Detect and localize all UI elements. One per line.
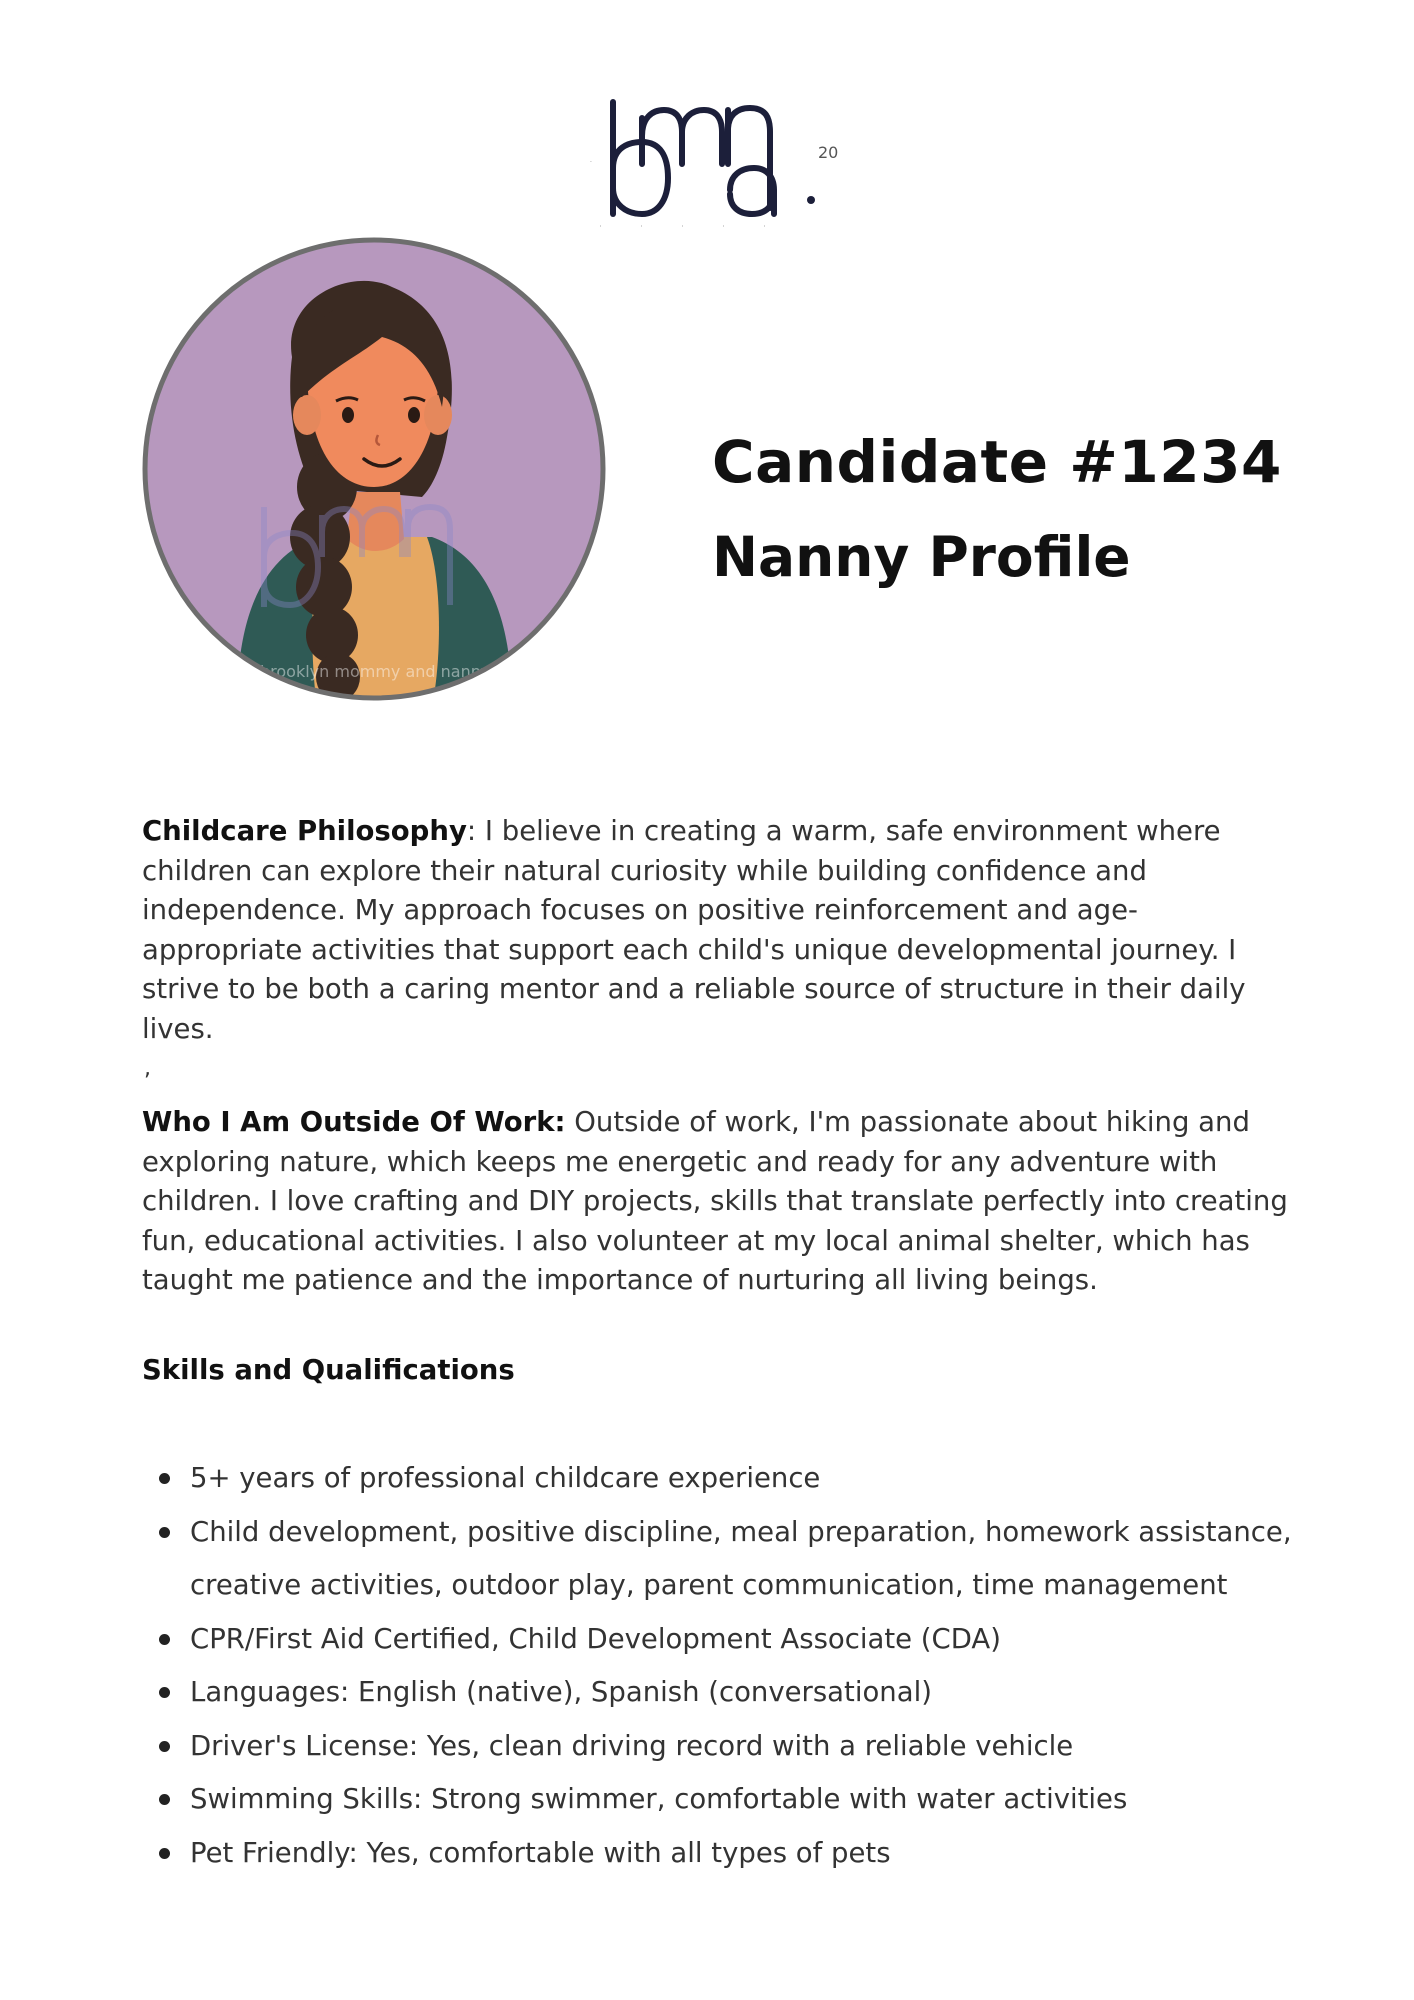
profile-content xyxy=(142,812,1292,1880)
philosophy-separator: : xyxy=(466,815,477,847)
outside-work-label: Who I Am Outside Of Work: xyxy=(142,1106,566,1138)
title-block xyxy=(712,428,1352,590)
stray-mark: , xyxy=(144,1056,151,1081)
list-item: Pet Friendly: Yes, comfortable with all types of pets xyxy=(142,1827,1292,1881)
avatar-watermark-text: brooklyn mommy and nanny xyxy=(260,662,491,681)
svg-text:20: 20 xyxy=(818,143,839,162)
list-item: Languages: English (native), Spanish (conversational) xyxy=(142,1666,1292,1720)
philosophy-paragraph xyxy=(142,812,1292,1049)
list-item: Swimming Skills: Strong swimmer, comfortable with water activities xyxy=(142,1773,1292,1827)
philosophy-text: I believe in creating a warm, safe environment where children can explore their natural curiosity while building confidence and independence. My approach focuses on positive reinforcement and age-appropriate activities that support each child's unique developmental journey. I strive to be both a caring mentor and a reliable source of structure in their daily lives. xyxy=(142,815,1246,1045)
list-item: CPR/First Aid Certified, Child Development Associate (CDA) xyxy=(142,1613,1292,1667)
candidate-title: Candidate #1234 xyxy=(712,428,1282,496)
list-item: Child development, positive discipline, meal preparation, homework assistance, creative activities, outdoor play, parent communication, time management xyxy=(142,1506,1292,1613)
skills-heading: Skills and Qualifications xyxy=(142,1353,515,1386)
skills-list xyxy=(142,1452,1292,1880)
svg-text:.: . xyxy=(590,157,592,164)
philosophy-label: Childcare Philosophy xyxy=(142,815,467,847)
outside-work-text: Outside of work, I'm passionate about hiking and exploring nature, which keeps me energetic and ready for any adventure with children. I love crafting and DIY projects, skills that translate perfectly into creating fun, educational activities. I also volunteer at my local animal shelter, which has taught me patience and the importance of nurturing all living beings. xyxy=(142,1106,1288,1296)
profile-subtitle: Nanny Profile xyxy=(712,524,1131,589)
list-item: 5+ years of professional childcare experience xyxy=(142,1452,1292,1506)
bma-logo xyxy=(590,96,840,232)
outside-work-paragraph xyxy=(142,1103,1292,1301)
list-item: Driver's License: Yes, clean driving record with a reliable vehicle xyxy=(142,1720,1292,1774)
candidate-avatar xyxy=(142,237,606,701)
